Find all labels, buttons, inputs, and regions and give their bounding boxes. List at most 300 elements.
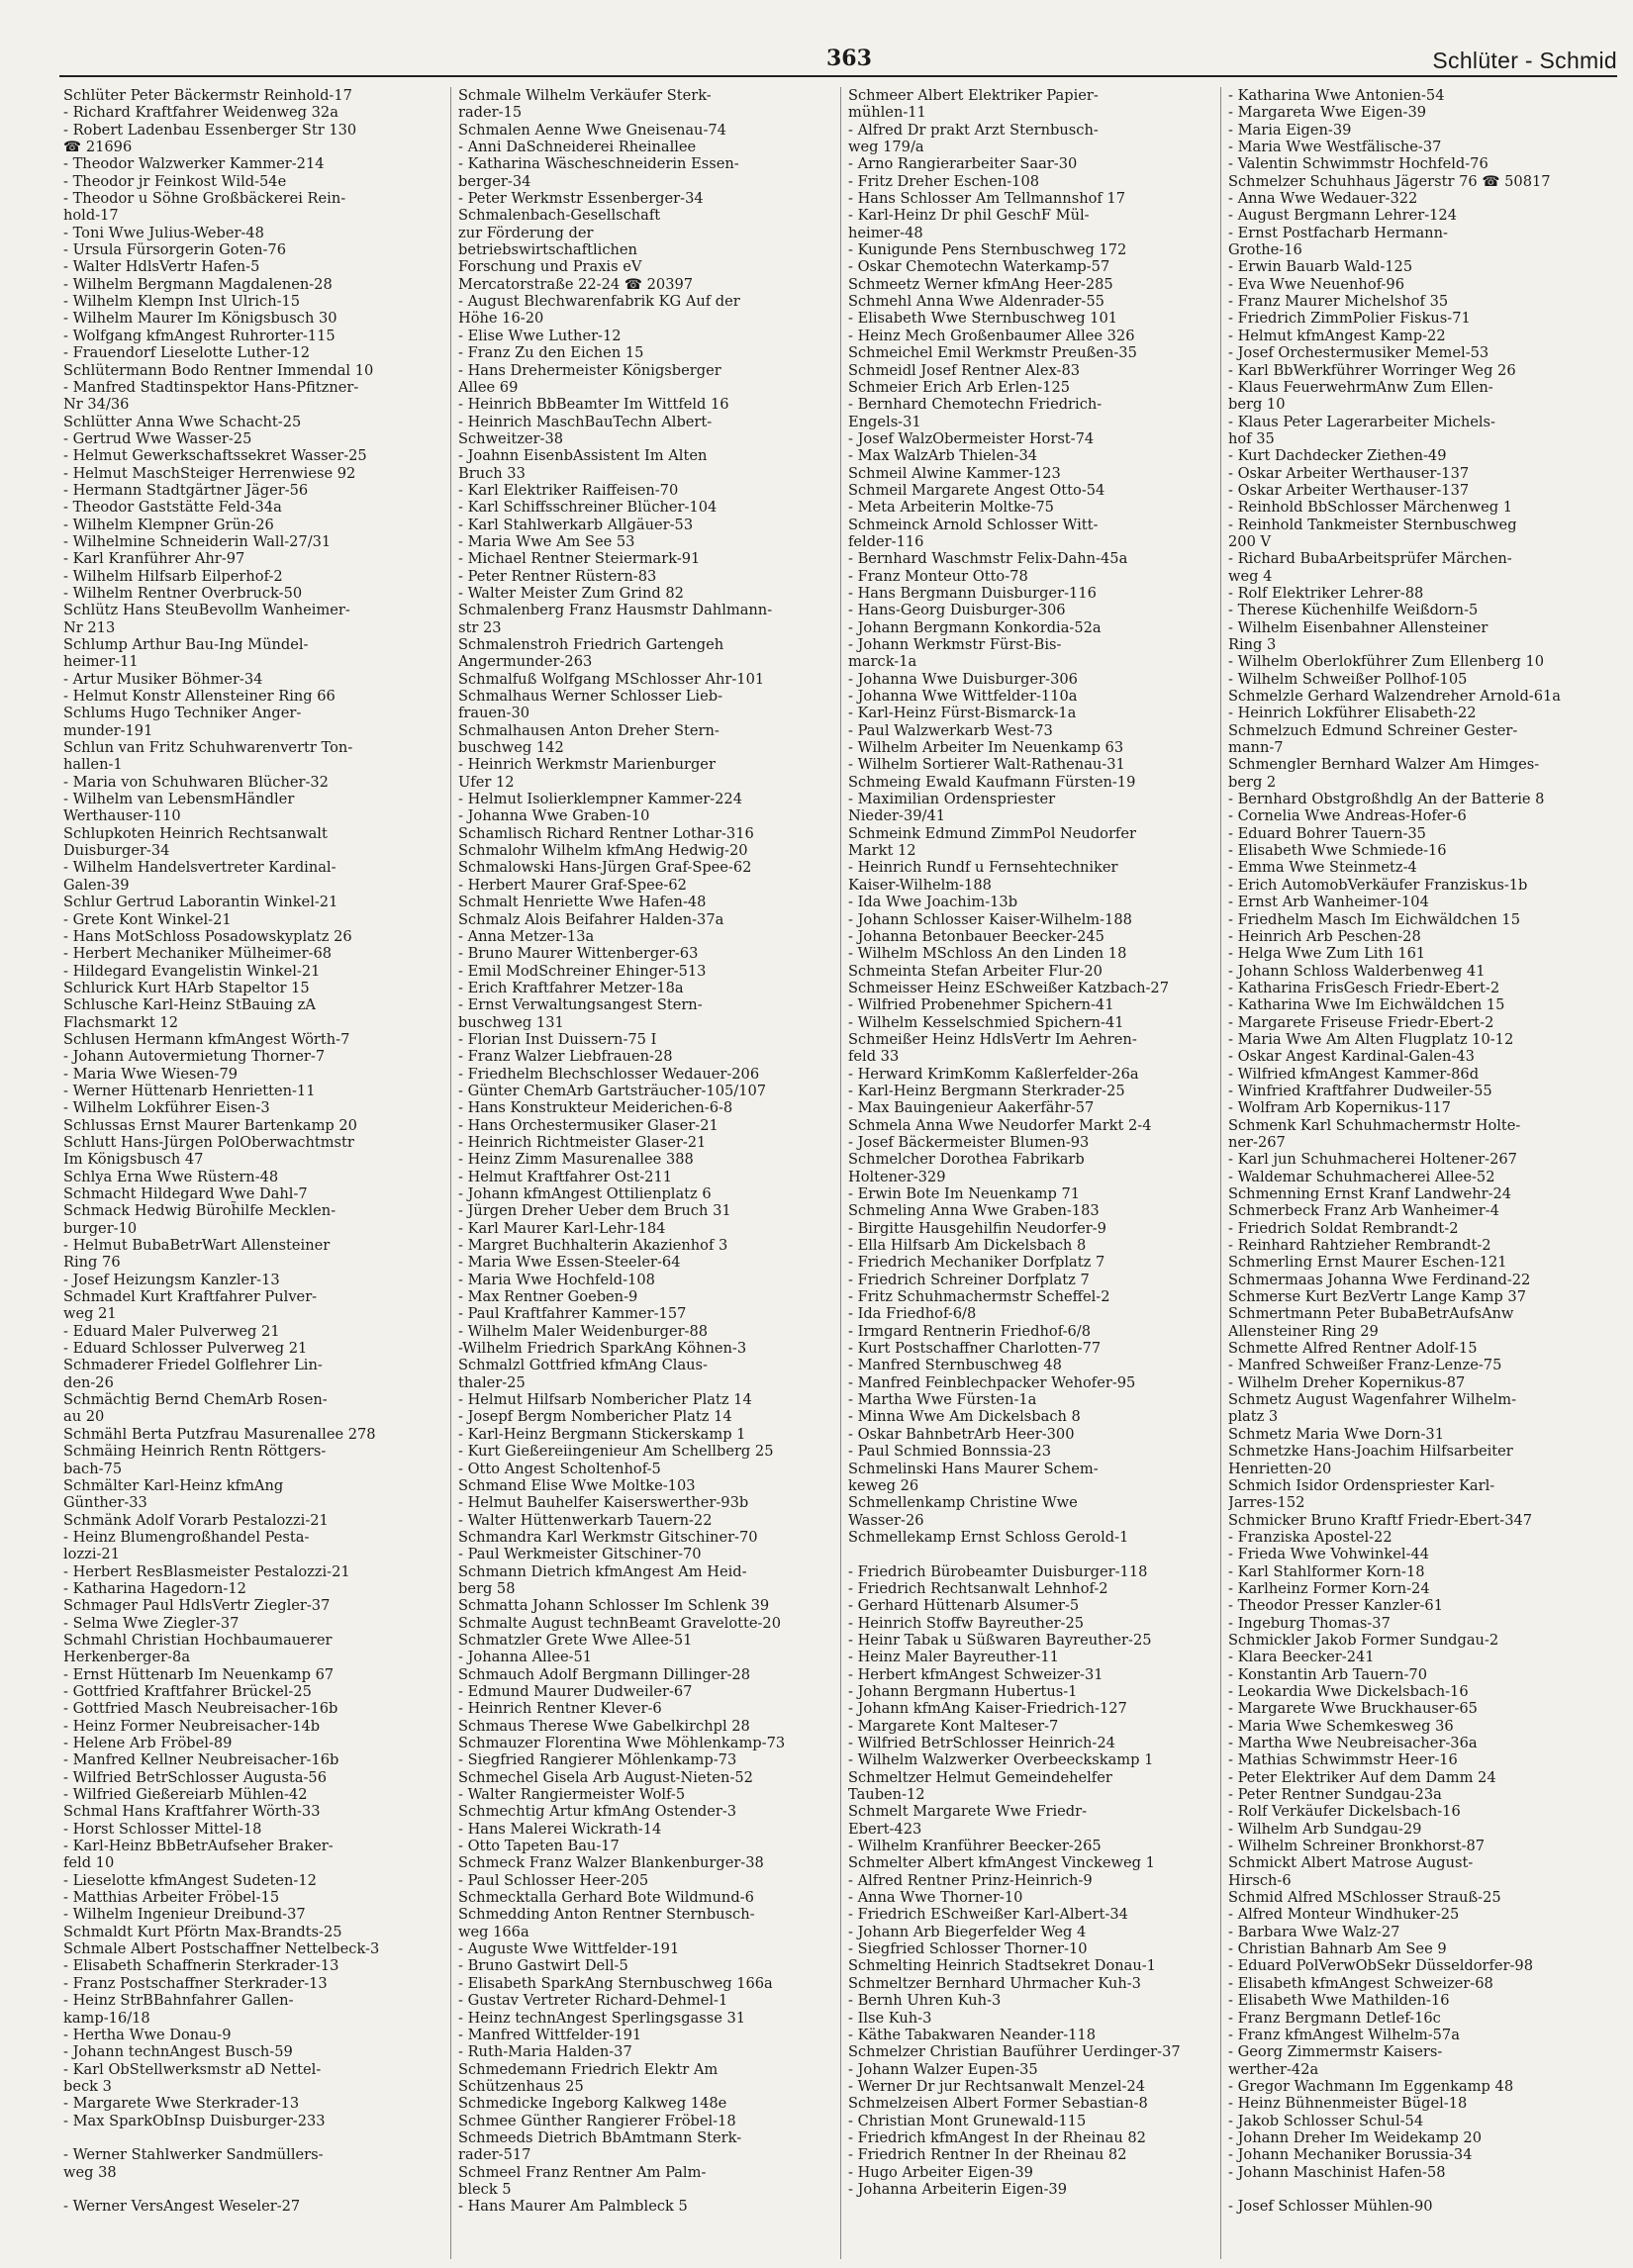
directory-entry-line: - Leokardia Wwe Dickelsbach-16 (1228, 1682, 1469, 1700)
directory-entry-line: - Elisabeth Schaffnerin Sterkrader-13 (63, 1957, 339, 1975)
directory-entry-line: - Arno Rangierarbeiter Saar-30 (848, 155, 1078, 173)
directory-entry-line: - Elisabeth Wwe Sternbuschweg 101 (848, 310, 1118, 328)
directory-entry-line: - Wilfried Probenehmer Spichern-41 (848, 996, 1114, 1014)
directory-entry-line: - Heinrich Richtmeister Glaser-21 (458, 1133, 707, 1151)
directory-entry-line: mann-7 (1228, 739, 1284, 757)
directory-entry-line: Schmedemann Friedrich Elektr Am (458, 2060, 719, 2078)
directory-entry-line: Tauben-12 (848, 1786, 925, 1804)
directory-entry-line: Schmee Günther Rangierer Fröbel-18 (458, 2112, 736, 2129)
directory-entry-line: Schmaldt Kurt Pförtn Max-Brandts-25 (63, 1923, 342, 1940)
directory-entry-line: - Friedrich Schreiner Dorfplatz 7 (848, 1271, 1090, 1288)
directory-entry-line: - Wilhelm Hilfsarb Eilperhof-2 (63, 567, 283, 585)
directory-entry-line: Schmatta Johann Schlosser Im Schlenk 39 (458, 1597, 770, 1615)
directory-entry-line: - Bernhard Obstgroßhdlg An der Batterie 8 (1228, 791, 1545, 808)
directory-entry-line: Schlütter Anna Wwe Schacht-25 (63, 413, 302, 430)
directory-entry-line: platz 3 (1228, 1408, 1279, 1426)
directory-entry-line: - Friedhelm Masch Im Eichwäldchen 15 (1228, 910, 1520, 928)
directory-entry-line: berg 10 (1228, 396, 1286, 414)
directory-entry-line: Holtener-329 (848, 1168, 946, 1185)
directory-entry-line: - Eduard PolVerwObSekr Düsseldorfer-98 (1228, 1957, 1534, 1975)
directory-entry-line: Schmertmann Peter BubaBetrAufsAnw (1228, 1305, 1514, 1323)
directory-entry-line: - Margret Buchhalterin Akazienhof 3 (458, 1237, 728, 1255)
directory-entry-line: - Theodor u Söhne Großbäckerei Rein- (63, 190, 346, 208)
directory-entry-line: Schmid Alfred MSchlosser Strauß-25 (1228, 1889, 1501, 1907)
directory-entry-line: - Erwin Bote Im Neuenkamp 71 (848, 1185, 1081, 1202)
directory-entry-line: - Lieselotte kfmAngest Sudeten-12 (63, 1871, 317, 1889)
directory-entry-line: - Paul Kraftfahrer Kammer-157 (458, 1305, 687, 1323)
directory-entry-line: - Hermann Stadtgärtner Jäger-56 (63, 481, 309, 499)
directory-entry-line: - Wilfried Gießereiarb Mühlen-42 (63, 1786, 308, 1804)
directory-entry-line: - Hans MotSchloss Posadowskyplatz 26 (63, 927, 352, 945)
directory-entry-line: str 23 (458, 618, 502, 636)
directory-entry-line: bleck 5 (458, 2180, 512, 2198)
directory-entry-line: - Elisabeth Wwe Schmiede-16 (1228, 842, 1447, 860)
directory-entry-line: - Manfred Feinblechpacker Wehofer-95 (848, 1373, 1136, 1391)
directory-entry-line: - Wilhelm Lokführer Eisen-3 (63, 1099, 270, 1117)
directory-entry-line: feld 33 (848, 1048, 900, 1066)
directory-entry-line: - Johanna Betonbauer Beecker-245 (848, 927, 1105, 945)
directory-entry-line: Schmickler Jakob Former Sundgau-2 (1228, 1631, 1499, 1649)
directory-entry-line: Schmetzke Hans-Joachim Hilfsarbeiter (1228, 1443, 1513, 1461)
directory-entry-line: - Bruno Gastwirt Dell-5 (458, 1957, 628, 1975)
directory-entry-line: - Klara Beecker-241 (1228, 1649, 1375, 1666)
directory-entry-line: - Johanna Allee-51 (458, 1649, 593, 1666)
directory-entry-line: Schmelzle Gerhard Walzendreher Arnold-61a (1228, 688, 1562, 706)
directory-entry-line: Flachsmarkt 12 (63, 1013, 178, 1031)
directory-entry-line: - Alfred Rentner Prinz-Heinrich-9 (848, 1871, 1093, 1889)
directory-entry-line: munder-191 (63, 721, 153, 739)
directory-entry-line: Galen-39 (63, 876, 130, 894)
directory-entry-line: - Friedrich Soldat Rembrandt-2 (1228, 1219, 1459, 1237)
directory-entry-line: Schmaderer Friedel Golflehrer Lin- (63, 1357, 323, 1374)
directory-entry-line: Schmermaas Johanna Wwe Ferdinand-22 (1228, 1271, 1531, 1288)
directory-entry-line: - Heinrich Lokführer Elisabeth-22 (1228, 705, 1477, 722)
directory-entry-line: Angermunder-263 (458, 653, 593, 671)
directory-entry-line: - Johann Schlosser Kaiser-Wilhelm-188 (848, 910, 1132, 928)
directory-entry-line: weg 21 (63, 1305, 117, 1323)
directory-entry-line: - Helmut MaschSteiger Herrenwiese 92 (63, 464, 356, 482)
directory-entry-line: - Johanna Wwe Duisburger-306 (848, 670, 1078, 688)
directory-entry-line: - Josef Bäckermeister Blumen-93 (848, 1133, 1090, 1151)
directory-entry-line: - Werner Stahlwerker Sandmüllers- (63, 2146, 324, 2164)
directory-entry-line: - Paul Schmied Bonnssia-23 (848, 1443, 1051, 1461)
directory-entry-line: - Paul Schlosser Heer-205 (458, 1871, 649, 1889)
directory-entry-line: - Max WalzArb Thielen-34 (848, 447, 1038, 465)
directory-entry-line: - Oskar Arbeiter Werthauser-137 (1228, 481, 1470, 499)
directory-entry-line: Nr 213 (63, 618, 116, 636)
directory-entry-line: werther-42a (1228, 2060, 1319, 2078)
directory-entry-line: - Wilfried BetrSchlosser Heinrich-24 (848, 1735, 1115, 1751)
directory-entry-line: - Ursula Fürsorgerin Goten-76 (63, 241, 286, 259)
directory-entry-line: - Friedrich ZimmPolier Fiskus-71 (1228, 310, 1471, 328)
directory-entry-line: - Walter HdlsVertr Hafen-5 (63, 258, 260, 276)
directory-entry-line: feld 10 (63, 1854, 115, 1872)
directory-entry-line: Schmeichel Emil Werkmstr Preußen-35 (848, 344, 1137, 362)
directory-entry-line: - Oskar Chemotechn Waterkamp-57 (848, 258, 1110, 276)
directory-entry-line: - August Blechwarenfabrik KG Auf der (458, 293, 740, 311)
directory-entry-line (848, 1546, 1214, 1562)
directory-entry-line: - Franz Postschaffner Sterkrader-13 (63, 1974, 328, 1992)
directory-entry-line: Schmelzer Christian Bauführer Uerdinger-37 (848, 2043, 1181, 2061)
directory-entry-line: Schmeltzer Bernhard Uhrmacher Kuh-3 (848, 1974, 1141, 1992)
directory-entry-line: - Meta Arbeiterin Moltke-75 (848, 499, 1054, 517)
directory-entry-line: ner-267 (1228, 1133, 1286, 1151)
running-head: Schlüter - Schmid (1432, 47, 1617, 73)
directory-entry-line: Schmahl Christian Hochbaumauerer (63, 1631, 333, 1649)
directory-entry-line: Schmedding Anton Rentner Sternbusch- (458, 1906, 755, 1924)
directory-entry-line: - Wilhelm Klempn Inst Ulrich-15 (63, 293, 301, 311)
directory-entry-line: Jarres-152 (1228, 1494, 1305, 1512)
directory-entry-line: - Wilhelm Arb Sundgau-29 (1228, 1820, 1422, 1838)
directory-entry-line: Schmeink Edmund ZimmPol Neudorfer (848, 824, 1136, 842)
directory-entry-line: Schmalfuß Wolfgang MSchlosser Ahr-101 (458, 670, 765, 688)
directory-entry-line: - Wilhelm Sortierer Walt-Rathenau-31 (848, 756, 1125, 774)
directory-entry-line: - Max Bauingenieur Aakerfähr-57 (848, 1099, 1095, 1117)
directory-entry-line: Schmelinski Hans Maurer Schem- (848, 1460, 1099, 1477)
directory-entry-line: - Katharina Wwe Im Eichwäldchen 15 (1228, 996, 1505, 1014)
directory-entry-line: Schmänk Adolf Vorarb Pestalozzi-21 (63, 1511, 329, 1529)
directory-entry-line: - Helmut Kraftfahrer Ost-211 (458, 1168, 673, 1185)
directory-entry-line: - Heinz Maler Bayreuther-11 (848, 1649, 1059, 1666)
directory-entry-line: Schmäing Heinrich Rentn Röttgers- (63, 1443, 327, 1461)
directory-entry-line: - Waldemar Schuhmacherei Allee-52 (1228, 1168, 1495, 1185)
directory-entry-line: Schmalen Aenne Wwe Gneisenau-74 (458, 121, 726, 139)
directory-entry-line: zur Förderung der (458, 224, 594, 241)
directory-entry-line: - Anna Wwe Thorner-10 (848, 1889, 1023, 1907)
directory-entry-line: Schmelzuch Edmund Schreiner Gester- (1228, 721, 1518, 739)
directory-entry-line: Schmelzeisen Albert Former Sebastian-8 (848, 2095, 1148, 2113)
directory-entry-line: - Anna Metzer-13a (458, 927, 595, 945)
directory-entry-line: - Margarete Wwe Sterkrader-13 (63, 2095, 300, 2113)
directory-entry-line: Schmerling Ernst Maurer Eschen-121 (1228, 1254, 1507, 1272)
directory-entry-line: - Karl Kranführer Ahr-97 (63, 550, 245, 568)
directory-entry-line: - Johann Werkmstr Fürst-Bis- (848, 636, 1062, 653)
directory-entry-line: Henrietten-20 (1228, 1460, 1332, 1477)
directory-entry-line: Schmale Wilhelm Verkäufer Sterk- (458, 87, 712, 104)
directory-entry-line: - Hans Orchestermusiker Glaser-21 (458, 1116, 719, 1134)
directory-entry-line: Schmauzer Florentina Wwe Möhlenkamp-73 (458, 1735, 786, 1751)
directory-entry-line: Schmächtig Bernd ChemArb Rosen- (63, 1391, 328, 1409)
directory-entry-line: Schmalz Alois Beifahrer Halden-37a (458, 910, 724, 928)
directory-entry-line: - Max SparkObInsp Duisburger-233 (63, 2112, 326, 2129)
directory-entry-line: - Maria von Schuhwaren Blücher-32 (63, 773, 329, 791)
directory-entry-line: - Werner VersAngest Weseler-27 (63, 2198, 301, 2216)
directory-entry-line: - Siegfried Schlosser Thorner-10 (848, 1940, 1088, 1958)
directory-entry-line: - Wilhelm Oberlokführer Zum Ellenberg 10 (1228, 653, 1545, 671)
directory-entry-line: Schmenk Karl Schuhmachermstr Holte- (1228, 1116, 1521, 1134)
directory-entry-line: - Johann kfmAngest Ottilienplatz 6 (458, 1185, 712, 1202)
directory-entry-line: - Gottfried Kraftfahrer Brückel-25 (63, 1682, 312, 1700)
directory-entry-line: Schlütz Hans SteuBevollm Wanheimer- (63, 602, 350, 619)
directory-entry-line: - Wilfried kfmAngest Kammer-86d (1228, 1065, 1480, 1083)
directory-entry-line: - Friedrich Rentner In der Rheinau 82 (848, 2146, 1127, 2164)
directory-entry-line: - Franz Walzer Liebfrauen-28 (458, 1048, 673, 1066)
directory-entry-line: - Peter Rentner Sundgau-23a (1228, 1786, 1442, 1804)
directory-entry-line: -Wilhelm Friedrich SparkAng Köhnen-3 (458, 1340, 747, 1358)
directory-entry-line: - Klaus FeuerwehrmAnw Zum Ellen- (1228, 378, 1493, 396)
directory-entry-line: - Heinz Former Neubreisacher-14b (63, 1717, 321, 1735)
directory-entry-line: hof 35 (1228, 429, 1275, 447)
directory-entry-line: - Theodor Gaststätte Feld-34a (63, 499, 282, 517)
directory-entry-line: - Edmund Maurer Dudweiler-67 (458, 1682, 693, 1700)
directory-entry-line: Schmalenbach-Gesellschaft (458, 207, 661, 225)
directory-entry-line: ☎ 21696 (63, 139, 133, 156)
directory-entry-line: bach-75 (63, 1460, 123, 1477)
directory-entry-line: Ring 3 (1228, 636, 1277, 653)
directory-entry-line: 200 V (1228, 532, 1272, 550)
directory-entry-line: Schützenhaus 25 (458, 2077, 584, 2095)
directory-entry-line: - Karl Stahlformer Korn-18 (1228, 1562, 1425, 1580)
directory-entry-line: - Maria Wwe Westfälische-37 (1228, 139, 1442, 156)
directory-entry-line: thaler-25 (458, 1373, 526, 1391)
directory-entry-line: - Erich Kraftfahrer Metzer-18a (458, 979, 684, 996)
directory-entry-line: - Therese Küchenhilfe Weißdorn-5 (1228, 602, 1479, 619)
directory-entry-line: Schmeil Margarete Angest Otto-54 (848, 481, 1105, 499)
directory-entry-line: - Hans Bergmann Duisburger-116 (848, 584, 1097, 602)
directory-entry-line: - Eva Wwe Neuenhof-96 (1228, 275, 1404, 293)
directory-entry-line: - Alfred Monteur Windhuker-25 (1228, 1906, 1460, 1924)
directory-entry-line: - Ella Hilfsarb Am Dickelsbach 8 (848, 1237, 1087, 1255)
directory-entry-line: - Otto Angest Scholtenhof-5 (458, 1460, 661, 1477)
directory-entry-line: Schmal Hans Kraftfahrer Wörth-33 (63, 1803, 321, 1821)
directory-entry-line: - Christian Mont Grunewald-115 (848, 2112, 1087, 2129)
directory-entry-line: - Heinrich Stoffw Bayreuther-25 (848, 1614, 1085, 1632)
directory-entry-line: - Peter Rentner Rüstern-83 (458, 567, 657, 585)
directory-entry-line: Schlütermann Bodo Rentner Immendal 10 (63, 361, 374, 379)
directory-entry-line: Schmerbeck Franz Arb Wanheimer-4 (1228, 1202, 1499, 1220)
directory-entry-line: - Maximilian Ordenspriester (848, 791, 1056, 808)
directory-column-4 (1228, 87, 1594, 2259)
directory-entry-line: - Franz Monteur Otto-78 (848, 567, 1028, 585)
directory-entry-line: - Fritz Schuhmachermstr Scheffel-2 (848, 1288, 1110, 1306)
directory-entry-line: Markt 12 (848, 842, 916, 860)
directory-entry-line: Schmeisser Heinz ESchweißer Katzbach-27 (848, 979, 1169, 996)
directory-entry-line: Schweitzer-38 (458, 429, 564, 447)
directory-entry-line: Schmager Paul HdlsVertr Ziegler-37 (63, 1597, 331, 1615)
directory-entry-line: - Friedhelm Blechschlosser Wedauer-206 (458, 1065, 760, 1083)
directory-entry-line: - Helmut Hilfsarb Nombericher Platz 14 (458, 1391, 752, 1409)
directory-entry-line: Herkenberger-8a (63, 1649, 191, 1666)
directory-entry-line: Schmelting Heinrich Stadtsekret Donau-1 (848, 1957, 1156, 1975)
directory-column-3 (848, 87, 1214, 2259)
directory-entry-line: - Heinz Zimm Masurenallee 388 (458, 1151, 694, 1169)
directory-entry-line: - Barbara Wwe Walz-27 (1228, 1923, 1400, 1940)
directory-entry-line: Schmale Albert Postschaffner Nettelbeck-3 (63, 1940, 380, 1958)
directory-entry-line: - Werner Dr jur Rechtsanwalt Menzel-24 (848, 2077, 1145, 2095)
directory-entry-line: - Johanna Arbeiterin Eigen-39 (848, 2180, 1067, 2198)
directory-entry-line: Duisburger-34 (63, 842, 170, 860)
directory-entry-line: - Katharina Hagedorn-12 (63, 1579, 246, 1597)
directory-entry-line: - Wilhelm Schreiner Bronkhorst-87 (1228, 1838, 1486, 1855)
directory-entry-line: - Katharina Wwe Antonien-54 (1228, 87, 1445, 104)
directory-entry-line: Schlusche Karl-Heinz StBauing zA (63, 996, 316, 1014)
directory-entry-line: Schmeling Anna Wwe Graben-183 (848, 1202, 1100, 1220)
directory-entry-line: - Maria Wwe Am Alten Flugplatz 10-12 (1228, 1030, 1514, 1048)
directory-entry-line: - Helene Arb Fröbel-89 (63, 1735, 233, 1751)
directory-entry-line: Schlums Hugo Techniker Anger- (63, 705, 302, 722)
directory-entry-line: - Fritz Dreher Eschen-108 (848, 172, 1040, 190)
directory-entry-line: Allensteiner Ring 29 (1228, 1322, 1379, 1340)
directory-entry-line: - Hans-Georg Duisburger-306 (848, 602, 1066, 619)
directory-entry-line: - Minna Wwe Am Dickelsbach 8 (848, 1408, 1081, 1426)
directory-entry-line: heimer-48 (848, 224, 923, 241)
directory-entry-line: burger-10 (63, 1219, 138, 1237)
directory-entry-line: - Ida Friedhof-6/8 (848, 1305, 977, 1323)
directory-entry-line: Schmähl Berta Putzfrau Masurenallee 278 (63, 1425, 376, 1443)
directory-entry-line: hold-17 (63, 207, 119, 225)
directory-entry-line: - Heinz Blumengroßhandel Pesta- (63, 1528, 310, 1546)
directory-entry-line: - Wilhelm Kranführer Beecker-265 (848, 1838, 1102, 1855)
directory-entry-line: - Wilhelm van LebensmHändler (63, 791, 295, 808)
column-separator (450, 87, 451, 2259)
directory-entry-line: - Johann Bergmann Hubertus-1 (848, 1682, 1078, 1700)
directory-entry-line: - Margarete Wwe Bruckhauser-65 (1228, 1700, 1478, 1718)
directory-entry-line: - Heinrich Rentner Klever-6 (458, 1700, 662, 1718)
directory-entry-line: Schmengler Bernhard Walzer Am Himges- (1228, 756, 1540, 774)
directory-entry-line: - Karl-Heinz Fürst-Bismarck-1a (848, 705, 1077, 722)
directory-entry-line: marck-1a (848, 653, 917, 671)
directory-entry-line: - Maria Wwe Hochfeld-108 (458, 1271, 655, 1288)
directory-entry-line: Schmalowski Hans-Jürgen Graf-Spee-62 (458, 859, 752, 877)
directory-entry-line: Schmehl Anna Wwe Aldenrader-55 (848, 293, 1105, 311)
directory-entry-line: Schmalte August technBeamt Gravelotte-20 (458, 1614, 782, 1632)
directory-entry-line: - Mathias Schwimmstr Heer-16 (1228, 1751, 1458, 1769)
column-separator (1220, 87, 1221, 2259)
directory-entry-line: - Bruno Maurer Wittenberger-63 (458, 945, 699, 963)
directory-entry-line: - Toni Wwe Julius-Weber-48 (63, 224, 264, 241)
directory-entry-line: - Matthias Arbeiter Fröbel-15 (63, 1889, 280, 1907)
directory-entry-line: - Frauendorf Lieselotte Luther-12 (63, 344, 310, 362)
directory-entry-line: Schmeltzer Helmut Gemeindehelfer (848, 1768, 1112, 1786)
directory-entry-line (63, 2181, 430, 2198)
directory-entry-line: keweg 26 (848, 1476, 919, 1494)
directory-entry-line: Schmickt Albert Matrose August- (1228, 1854, 1474, 1872)
directory-entry-line: - Irmgard Rentnerin Friedhof-6/8 (848, 1322, 1091, 1340)
directory-entry-line: Grothe-16 (1228, 241, 1302, 259)
directory-entry-line: Hirsch-6 (1228, 1871, 1292, 1889)
directory-entry-line: - Walter Rangiermeister Wolf-5 (458, 1786, 686, 1804)
directory-entry-line: Schmeetz Werner kfmAng Heer-285 (848, 275, 1113, 293)
directory-entry-line: - Manfred Schweißer Franz-Lenze-75 (1228, 1357, 1502, 1374)
directory-entry-line: - Heinrich Rundf u Fernsehtechniker (848, 859, 1118, 877)
directory-entry-line: - Rolf Elektriker Lehrer-88 (1228, 584, 1424, 602)
directory-entry-line: - Margareta Wwe Eigen-39 (1228, 104, 1427, 122)
directory-entry-line: - Reinhold Tankmeister Sternbuschweg (1228, 516, 1517, 533)
directory-entry-line: - Joahnn EisenbAssistent Im Alten (458, 447, 708, 465)
directory-entry-line: - Theodor jr Feinkost Wild-54e (63, 172, 287, 190)
directory-entry-line: - Emma Wwe Steinmetz-4 (1228, 859, 1417, 877)
directory-entry-line: lozzi-21 (63, 1546, 120, 1563)
directory-entry-line: Schmann Dietrich kfmAngest Am Heid- (458, 1562, 747, 1580)
directory-entry-line: - Gregor Wachmann Im Eggenkamp 48 (1228, 2077, 1514, 2095)
directory-entry-line: - Oskar BahnbetrArb Heer-300 (848, 1425, 1075, 1443)
directory-entry-line: - Konstantin Arb Tauern-70 (1228, 1665, 1427, 1683)
directory-entry-line: - Ilse Kuh-3 (848, 2009, 932, 2027)
directory-entry-line: - Erwin Bauarb Wald-125 (1228, 258, 1413, 276)
directory-entry-line: - Christian Bahnarb Am See 9 (1228, 1940, 1447, 1958)
directory-entry-line: - Winfried Kraftfahrer Dudweiler-55 (1228, 1082, 1492, 1099)
directory-entry-line: - Franz Maurer Michelshof 35 (1228, 293, 1449, 311)
directory-entry-line: - Anna Wwe Wedauer-322 (1228, 190, 1418, 208)
directory-entry-line: - Karl-Heinz BbBetrAufseher Braker- (63, 1838, 334, 1855)
directory-entry-line: - Michael Rentner Steiermark-91 (458, 550, 701, 568)
directory-entry-line: - Heinrich Werkmstr Marienburger (458, 756, 716, 774)
directory-entry-line: Schmalhaus Werner Schlosser Lieb- (458, 688, 722, 706)
directory-entry-line: - Ernst Arb Wanheimer-104 (1228, 894, 1429, 911)
directory-entry-line: Ebert-423 (848, 1820, 922, 1838)
directory-entry-line: Schmette Alfred Rentner Adolf-15 (1228, 1340, 1478, 1358)
directory-entry-line: - Alfred Dr prakt Arzt Sternbusch- (848, 121, 1099, 139)
directory-entry-line: - Wilhelm Dreher Kopernikus-87 (1228, 1373, 1466, 1391)
directory-entry-line: - Hans Schlosser Am Tellmannshof 17 (848, 190, 1125, 208)
directory-entry-line: - Käthe Tabakwaren Neander-118 (848, 2026, 1096, 2043)
directory-entry-line: Schmerse Kurt BezVertr Lange Kamp 37 (1228, 1288, 1526, 1306)
directory-entry-line: - Wilhelm Schweißer Pollhof-105 (1228, 670, 1468, 688)
directory-entry-line: - Josef Schlosser Mühlen-90 (1228, 2198, 1433, 2216)
directory-entry-line: - Horst Schlosser Mittel-18 (63, 1820, 262, 1838)
directory-entry-line: - Heinrich MaschBauTechn Albert- (458, 413, 713, 430)
directory-entry-line: - Maria Eigen-39 (1228, 121, 1352, 139)
directory-entry-line: Schmaus Therese Wwe Gabelkirchpl 28 (458, 1717, 750, 1735)
directory-entry-line: Schmalzl Gottfried kfmAng Claus- (458, 1357, 708, 1374)
directory-entry-line: - Karl-Heinz Bergmann Sterkrader-25 (848, 1082, 1125, 1099)
directory-entry-line: - Katharina Wäscheschneiderin Essen- (458, 155, 739, 173)
directory-entry-line: Schmand Elise Wwe Moltke-103 (458, 1476, 696, 1494)
directory-entry-line: Schmellenkamp Christine Wwe (848, 1494, 1078, 1512)
directory-entry-line: Schlussas Ernst Maurer Bartenkamp 20 (63, 1116, 357, 1134)
directory-entry-line: - Manfred Sternbuschweg 48 (848, 1357, 1062, 1374)
directory-entry-line: berger-34 (458, 172, 531, 190)
directory-entry-line: - Johann Walzer Eupen-35 (848, 2060, 1038, 2078)
directory-entry-line: - Kurt Postschaffner Charlotten-77 (848, 1340, 1102, 1358)
directory-entry-line: - Bernhard Waschmstr Felix-Dahn-45a (848, 550, 1128, 568)
directory-entry-line: Forschung und Praxis eV (458, 258, 642, 276)
directory-entry-line: - Hugo Arbeiter Eigen-39 (848, 2163, 1033, 2181)
directory-entry-line: Schlusen Hermann kfmAngest Wörth-7 (63, 1030, 350, 1048)
directory-entry-line: - Siegfried Rangierer Möhlenkamp-73 (458, 1751, 737, 1769)
directory-entry-line: Schmelt Margarete Wwe Friedr- (848, 1803, 1088, 1821)
directory-entry-line: Im Königsbusch 47 (63, 1151, 204, 1169)
directory-entry-line: - Heinrich Arb Peschen-28 (1228, 927, 1421, 945)
directory-entry-line: - Valentin Schwimmstr Hochfeld-76 (1228, 155, 1489, 173)
directory-entry-line: - Florian Inst Duissern-75 I (458, 1030, 657, 1048)
directory-entry-line: - Johanna Wwe Wittfelder-110a (848, 688, 1078, 706)
directory-entry-line: - Wilhelm Ingenieur Dreibund-37 (63, 1906, 306, 1924)
directory-entry-line: - Hans Drehermeister Königsberger (458, 361, 721, 379)
directory-entry-line: au 20 (63, 1408, 105, 1426)
directory-entry-line: - Franz Zu den Eichen 15 (458, 344, 644, 362)
directory-entry-line: - Frieda Wwe Vohwinkel-44 (1228, 1546, 1430, 1563)
directory-entry-line: - Johann Schloss Walderbenweg 41 (1228, 962, 1486, 980)
directory-entry-line: - Heinr Tabak u Süßwaren Bayreuther-25 (848, 1631, 1152, 1649)
column-separator (840, 87, 841, 2259)
directory-entry-line: Schlüter Peter Bäckermstr Reinhold-17 (63, 87, 352, 104)
directory-entry-line: Schmalenberg Franz Hausmstr Dahlmann- (458, 602, 773, 619)
directory-entry-line: - Heinz technAngest Sperlingsgasse 31 (458, 2009, 746, 2027)
directory-entry-line: Schlupkoten Heinrich Rechtsanwalt (63, 824, 328, 842)
directory-entry-line: mühlen-11 (848, 104, 926, 122)
directory-entry-line: Schmadel Kurt Kraftfahrer Pulver- (63, 1288, 318, 1306)
directory-entry-line: Ring 76 (63, 1254, 121, 1272)
directory-entry-line: Höhe 16-20 (458, 310, 544, 328)
directory-entry-line: - Selma Wwe Ziegler-37 (63, 1614, 240, 1632)
directory-entry-line: berg 58 (458, 1579, 516, 1597)
directory-entry-line: - Walter Meister Zum Grind 82 (458, 584, 684, 602)
directory-entry-line: - Katharina FrisGesch Friedr-Ebert-2 (1228, 979, 1500, 996)
directory-entry-line: Schmalohr Wilhelm kfmAng Hedwig-20 (458, 842, 748, 860)
directory-entry-line: - Helmut kfmAngest Kamp-22 (1228, 327, 1446, 344)
directory-entry-line: - Karl-Heinz Bergmann Stickerskamp 1 (458, 1425, 746, 1443)
